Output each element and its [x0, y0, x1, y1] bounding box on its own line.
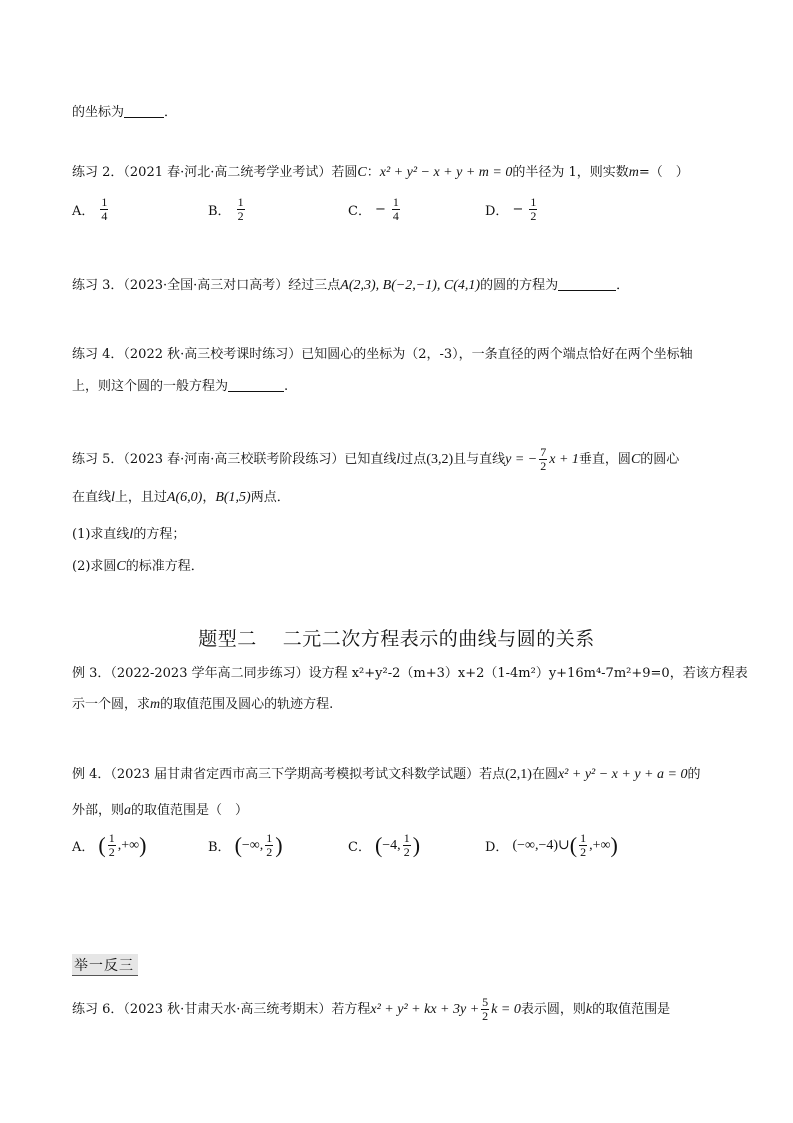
option-c[interactable]: C． (−4, $\frac{1}{2}$ ) — [348, 831, 421, 859]
example-3-line-2: 示一个圆，求m的取值范围及圆心的轨迹方程. — [72, 697, 334, 712]
answer-blank — [558, 278, 616, 291]
option-b[interactable]: B． (−∞, $\frac{1}{2}$ ) — [208, 831, 283, 859]
example-4-options — [72, 832, 712, 866]
example-4-line-2: 外部，则a的取值范围是（ ） — [72, 803, 249, 818]
exercise-4-line-1: 练习 4．（2022 秋·高三校考课时练习）已知圆心的坐标为（2，-3），一条直径的两个端点恰好在两个坐标轴 — [72, 347, 693, 362]
exercise-5-part-1: (1)求直线l的方程； — [72, 527, 186, 542]
example-3-line-1: 例 3．（2022-2023 学年高二同步练习）设方程 x²+y²-2（m+3）x+2（1-4m²）y+16m⁴-7m²+9=0，若该方程表 — [72, 666, 748, 681]
option-b[interactable]: B． $\frac{1}{2}$ — [208, 195, 244, 223]
exercise-5-line-2: 在直线l上，且过A(6,0)，B(1,5)两点． — [72, 490, 290, 505]
section-heading: 题型二 二元二次方程表示的曲线与圆的关系 — [198, 628, 595, 650]
option-d[interactable]: D． − $\frac{1}{2}$ — [485, 195, 537, 223]
exercise-6: 练习 6．（2023 秋·甘肃天水·高三统考期末）若方程x² + y² + kx + 3y + $\frac{5}{2}$ k = 0表示圆，则k的取值范围是 — [72, 995, 671, 1023]
exercise-5-line-1: 练习 5．（2023 春·河南·高三校联考阶段练习）已知直线l过点(3,2)且与直线y = − $\frac{7}{2}$ x + 1垂直，圆C的圆心 — [72, 445, 680, 473]
exercise-5-part-2: (2)求圆C的标准方程． — [72, 559, 204, 574]
exercise-2: 练习 2．（2021 春·河北·高二统考学业考试）若圆C：x² + y² − x + y + m = 0的半径为 1，则实数m=（ ） — [72, 165, 689, 180]
circle-equation: x² + y² − x + y + m = 0 — [379, 165, 513, 180]
exercise-3: 练习 3．（2023·全国·高三对口高考）经过三点A(2,3), B(−2,−1), C(4,1)的圆的方程为 ． — [72, 278, 630, 293]
option-a[interactable]: A． $\frac{1}{4}$ — [72, 195, 108, 223]
example-4-line-1: 例 4．（2023 届甘肃省定西市高三下学期高考模拟考试文科数学试题）若点(2,1)在圆x² + y² − x + y + a = 0的 — [72, 767, 701, 782]
continuation-line: 的坐标为 ． — [72, 105, 178, 120]
practice-tag: 举一反三 — [72, 954, 138, 976]
answer-blank — [228, 379, 284, 392]
exercise-4-line-2: 上，则这个圆的一般方程为 . — [72, 379, 289, 394]
answer-blank — [124, 105, 164, 118]
exercise-2-options — [72, 196, 712, 230]
option-a[interactable]: A． ( $\frac{1}{2}$ ,+∞) — [72, 831, 147, 859]
option-c[interactable]: C． − $\frac{1}{4}$ — [348, 195, 399, 223]
option-d[interactable]: D． (−∞,−4)∪( $\frac{1}{2}$ ,+∞) — [485, 831, 618, 859]
